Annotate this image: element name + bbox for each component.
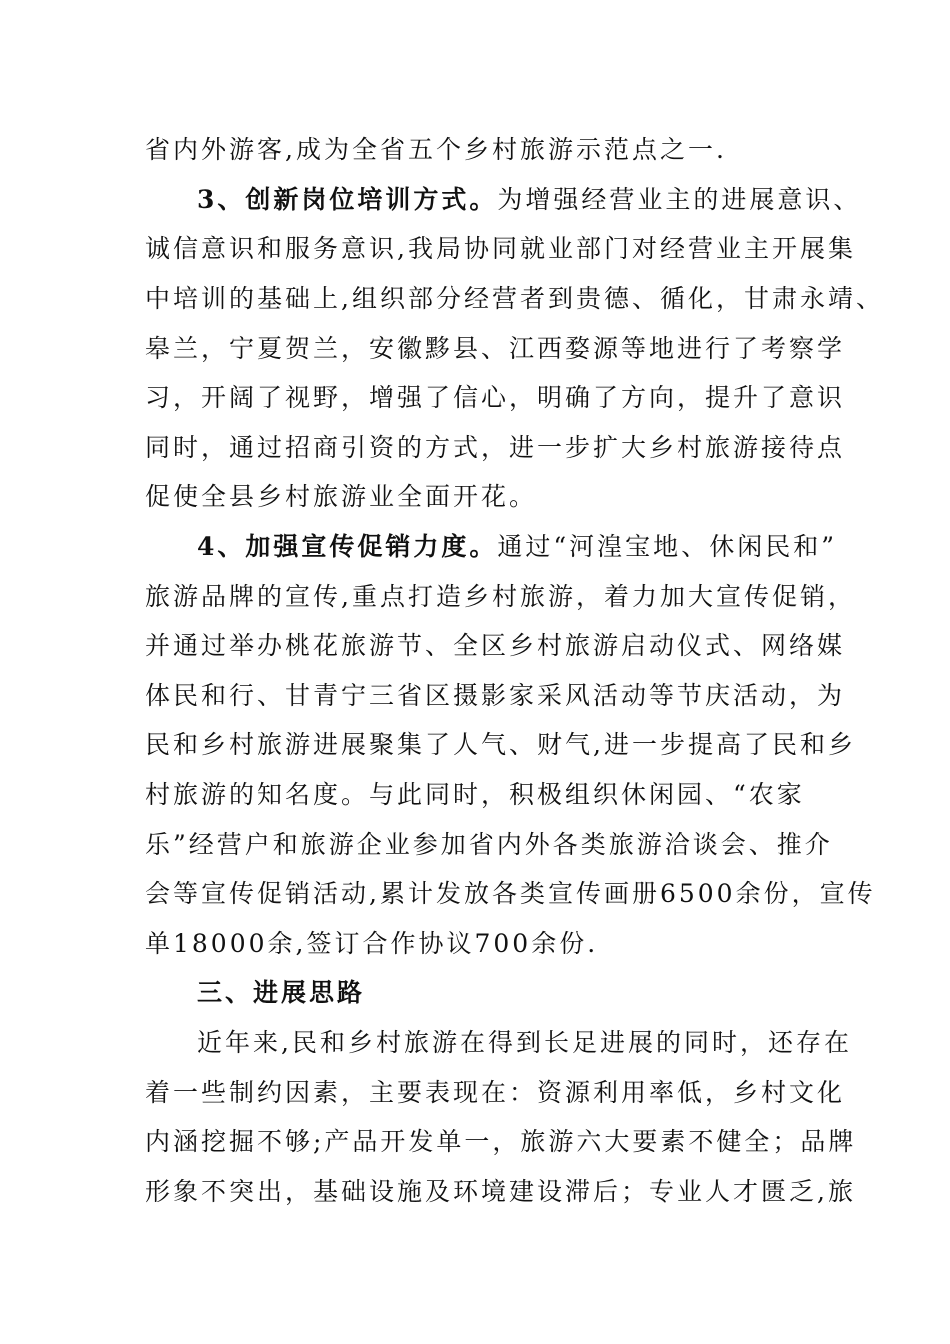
text-segment: 民和乡村旅游进展聚集了人气、财气,进一步提高了民和乡 — [145, 730, 856, 759]
text-segment: 中培训的基础上,组织部分经营者到贵德、循化，甘肃永靖、 — [145, 284, 884, 313]
text-line-21 — [145, 1122, 856, 1162]
text-line-11 — [145, 626, 845, 666]
text-line-2 — [197, 180, 861, 220]
text-line-22 — [145, 1172, 856, 1212]
text-segment: 会等宣传促销活动,累计发放各类宣传画册6500余份，宣传 — [145, 879, 876, 908]
text-segment: 习，开阔了视野，增强了信心，明确了方向，提升了意识 — [145, 383, 846, 412]
text-segment: 着一些制约因素，主要表现在：资源利用率低，乡村文化 — [145, 1078, 846, 1107]
text-segment: 为增强经营业主的进展意识、 — [497, 185, 862, 214]
text-segment: 通过“河湟宝地、休闲民和” — [497, 532, 837, 561]
text-line-17 — [145, 924, 598, 964]
text-segment: 省内外游客,成为全省五个乡村旅游示范点之一. — [145, 135, 727, 164]
text-line-8 — [145, 477, 537, 517]
section-heading-4: 4、加强宣传促销力度。 — [197, 532, 498, 561]
text-line-16 — [145, 874, 876, 914]
text-line-10 — [145, 577, 856, 617]
text-segment: 并通过举办桃花旅游节、全区乡村旅游启动仪式、网络媒 — [145, 631, 846, 660]
text-segment: 乐”经营户和旅游企业参加省内外各类旅游洽谈会、推介 — [145, 830, 833, 859]
text-line-9 — [197, 527, 837, 567]
section-heading-3: 3、创新岗位培训方式。 — [197, 185, 498, 214]
text-segment: 同时，通过招商引资的方式，进一步扩大乡村旅游接待点 — [145, 433, 846, 462]
section-heading-progress: 三、进展思路 — [197, 978, 366, 1007]
text-segment: 内涵挖掘不够;产品开发单一，旅游六大要素不健全；品牌 — [145, 1127, 857, 1156]
text-segment: 皋兰，宁夏贺兰，安徽黟县、江西婺源等地进行了考察学 — [145, 334, 846, 363]
text-line-4 — [145, 279, 884, 319]
text-line-3 — [145, 229, 856, 269]
text-line-7 — [145, 428, 845, 468]
text-segment: 近年来,民和乡村旅游在得到长足进展的同时，还存在 — [197, 1028, 852, 1057]
text-line-12 — [145, 676, 845, 716]
text-line-14 — [145, 775, 805, 815]
text-line-15 — [145, 825, 833, 865]
text-segment: 旅游品牌的宣传,重点打造乡村旅游，着力加大宣传促销， — [145, 582, 856, 611]
text-segment: 促使全县乡村旅游业全面开花。 — [145, 482, 538, 511]
text-line-6 — [145, 378, 845, 418]
text-segment: 村旅游的知名度。与此同时，积极组织休闲园、“农家 — [145, 780, 805, 809]
text-segment: 体民和行、甘青宁三省区摄影家采风活动等节庆活动，为 — [145, 681, 846, 710]
text-line-5 — [145, 329, 845, 369]
text-segment: 诚信意识和服务意识,我局协同就业部门对经营业主开展集 — [145, 234, 856, 263]
text-line-18 — [197, 973, 365, 1013]
text-line-1 — [145, 130, 727, 170]
text-line-19 — [197, 1023, 852, 1063]
text-segment: 单18000余,签订合作协议700余份. — [145, 929, 599, 958]
text-segment: 形象不突出，基础设施及环境建设滞后；专业人才匮乏,旅 — [145, 1177, 856, 1206]
text-line-13 — [145, 725, 856, 765]
text-line-20 — [145, 1073, 845, 1113]
